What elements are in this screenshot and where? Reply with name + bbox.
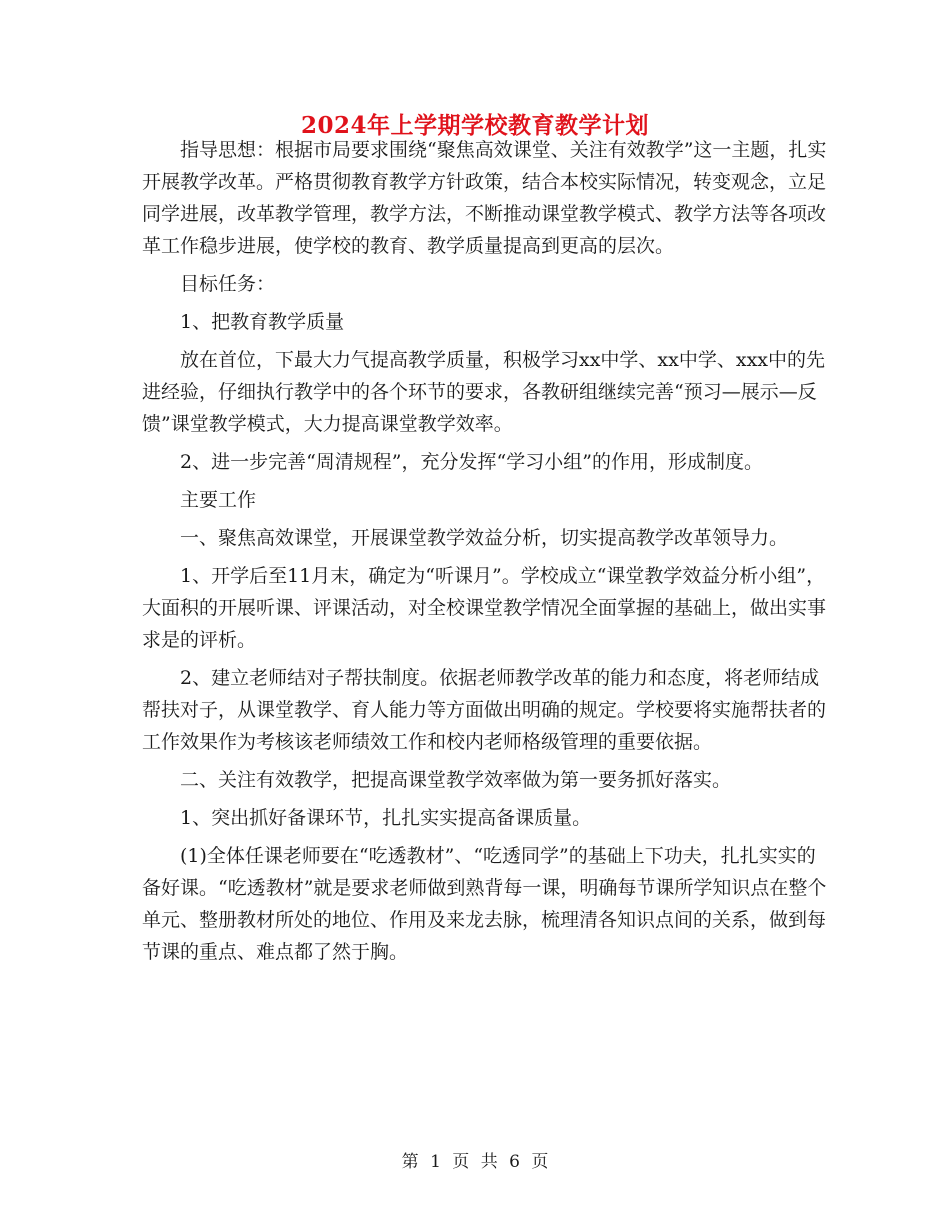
- paragraph-goal-1-detail: 放在首位，下最大力气提高教学质量，积极学习xx中学、xx中学、xxx中的先进经验，仔细执行教学中的各个环节的要求，各教研组继续完善“预习—展示—反馈”课堂教学模式，大力提高课堂教学效率。: [142, 349, 826, 435]
- paragraph-guiding-thought: 指导思想：根据市局要求围绕“聚焦高效课堂、关注有效教学”这一主题，扎实开展教学改革。严格贯彻教育教学方针政策，结合本校实际情况，转变观念，立足同学进展，改革教学管理，教学方法，不断推动课堂教学模式、教学方法等各项改革工作稳步进展，使学校的教育、教学质量提高到更高的层次。: [142, 139, 827, 257]
- paragraph-main-work-heading: 主要工作: [180, 489, 257, 511]
- document-body: [142, 134, 832, 968]
- paragraph-goals-heading: 目标任务：: [180, 273, 276, 295]
- paragraph-section-1: 一、聚焦高效课堂，开展课堂教学效益分析，切实提高教学改革领导力。: [180, 527, 789, 549]
- paragraph-section-2-item-1-sub-1: (1)全体任课老师要在“吃透教材”、“吃透同学”的基础上下功夫，扎扎实实的备好课。“吃透教材”就是要求老师做到熟背每一课，明确每节课所学知识点在整个单元、整册教材所处的地位、作用及来龙去脉，梳理清各知识点间的关系，做到每节课的重点、难点都了然于胸。: [142, 845, 827, 963]
- paragraph-goal-1: 1、把教育教学质量: [180, 311, 345, 333]
- paragraph-section-1-item-2: 2、建立老师结对子帮扶制度。依据老师教学改革的能力和态度，将老师结成帮扶对子，从课堂教学、育人能力等方面做出明确的规定。学校要将实施帮扶者的工作效果作为考核该老师绩效工作和校内老师格级管理的重要依据。: [142, 667, 827, 753]
- paragraph-section-2: 二、关注有效教学，把提高课堂教学效率做为第一要务抓好落实。: [180, 769, 732, 791]
- page-footer: 第 1 页 共 6 页: [401, 1152, 549, 1172]
- document-title: 2024年上学期学校教育教学计划: [300, 112, 649, 139]
- paragraph-goal-2: 2、进一步完善“周清规程”，充分发挥“学习小组”的作用，形成制度。: [180, 451, 763, 473]
- paragraph-section-1-item-1: 1、开学后至11月末，确定为“听课月”。学校成立“课堂教学效益分析小组”，大面积的开展听课、评课活动，对全校课堂教学情况全面掌握的基础上，做出实事求是的评析。: [142, 565, 827, 651]
- paragraph-section-2-item-1: 1、突出抓好备课环节，扎扎实实提高备课质量。: [180, 807, 592, 829]
